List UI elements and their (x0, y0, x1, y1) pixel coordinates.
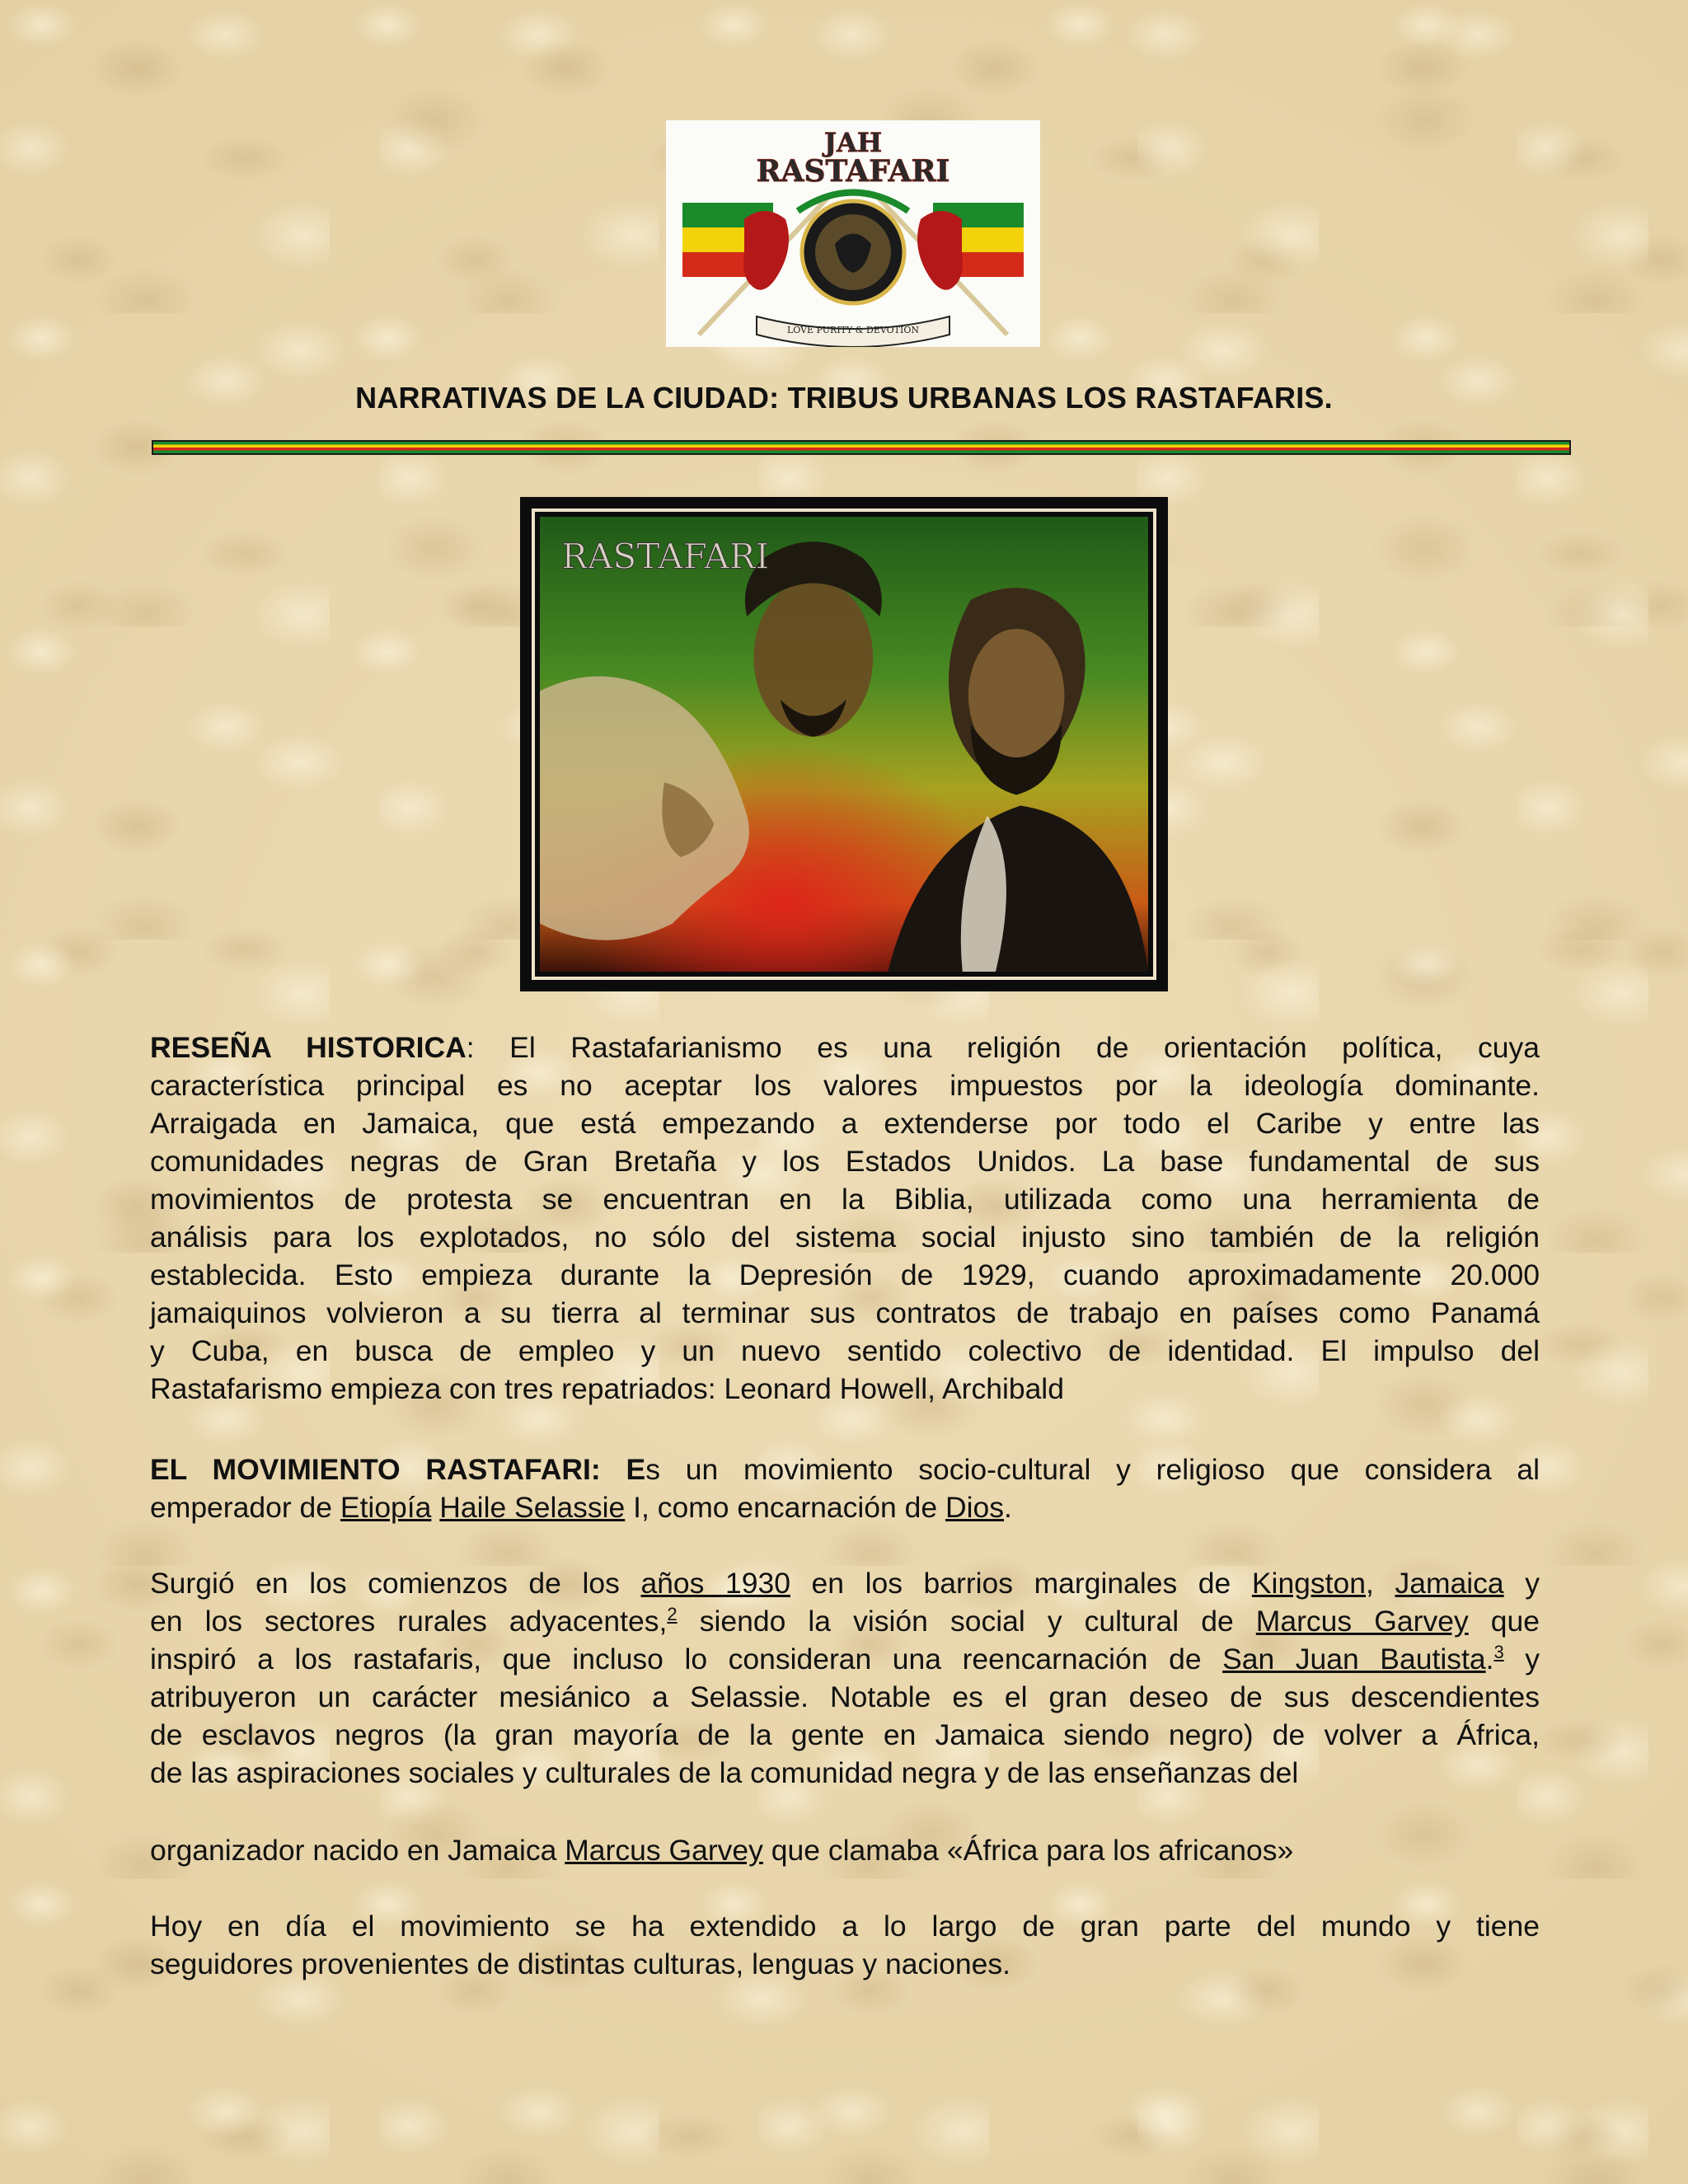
link-dios[interactable]: Dios (945, 1491, 1005, 1524)
text-line: de esclavos negros (la gran mayoría de la gente en Jamaica siendo negro) de volver a África, (150, 1718, 1540, 1751)
rasta-color-divider (152, 440, 1571, 455)
text-line: RESEÑA HISTORICA: El Rastafarianismo es una religión de orientación política, cuya (150, 1031, 1540, 1064)
link-etiopia[interactable]: Etiopía (340, 1491, 432, 1524)
text-line: de las aspiraciones sociales y culturales de la comunidad negra y de las enseñanzas del (150, 1756, 1299, 1789)
text-line: seguidores provenientes de distintas culturas, lenguas y naciones. (150, 1947, 1010, 1980)
organizador-paragraph (150, 1831, 1540, 1869)
text-line: análisis para los explotados, no sólo del sistema social injusto sino también de la religión (150, 1221, 1540, 1254)
link-kingston[interactable]: Kingston (1251, 1567, 1367, 1600)
text-line: movimientos de protesta se encuentran en la Biblia, utilizada como una herramienta de (150, 1183, 1540, 1216)
text-line: comunidades negras de Gran Bretaña y los Estados Unidos. La base fundamental de sus (150, 1145, 1540, 1178)
page-title: NARRATIVAS DE LA CIUDAD: TRIBUS URBANAS LOS RASTAFARIS. (355, 381, 1333, 415)
surgio-paragraph (150, 1564, 1540, 1792)
text-line: atribuyeron un carácter mesiánico a Selassie. Notable es el gran deseo de sus descendientes (150, 1680, 1540, 1713)
link-jamaica[interactable]: Jamaica (1395, 1567, 1504, 1600)
text-line: Surgió en los comienzos de los años 1930 en los barrios marginales de Kingston, Jamaica y (150, 1567, 1540, 1600)
movimiento-paragraph (150, 1451, 1540, 1526)
text-line: y Cuba, en busca de empleo y un nuevo sentido colectivo de identidad. El impulso del (150, 1334, 1540, 1367)
link-marcus-garvey[interactable]: Marcus Garvey (1255, 1605, 1469, 1638)
text-line: EL MOVIMIENTO RASTAFARI: Es un movimiento socio-cultural y religioso que considera al (150, 1453, 1540, 1486)
text-line: Arraigada en Jamaica, que está empezando a extenderse por todo el Caribe y entre las (150, 1107, 1540, 1140)
link-haile-selassie[interactable]: Haile Selassie (439, 1491, 626, 1524)
text-line: emperador de Etiopía Haile Selassie I, como encarnación de Dios. (150, 1491, 1012, 1524)
jah-rastafari-logo (666, 120, 1040, 347)
hoy-paragraph (150, 1907, 1540, 1983)
resena-heading: RESEÑA HISTORICA (150, 1031, 467, 1064)
text-line: Rastafarismo empieza con tres repatriados: Leonard Howell, Archibald (150, 1372, 1064, 1405)
text-line: organizador nacido en Jamaica Marcus Garvey que clamaba «África para los africanos» (150, 1834, 1294, 1867)
text-line: inspiró a los rastafaris, que incluso lo consideran una reencarnación de San Juan Bautista.$^3$ y (150, 1642, 1540, 1675)
svg-text:RASTAFARI: RASTAFARI (756, 154, 950, 189)
rastafari-photo (520, 497, 1168, 991)
footnote-ref-2[interactable]: 2 (667, 1604, 678, 1625)
text-line: característica principal es no aceptar los valores impuestos por la ideología dominante. (150, 1069, 1540, 1102)
text-line: jamaiquinos volvieron a su tierra al terminar sus contratos de trabajo en países como Panamá (150, 1296, 1540, 1329)
text-line: establecida. Esto empieza durante la Depresión de 1929, cuando aproximadamente 20.000 (150, 1258, 1540, 1291)
text-line: Hoy en día el movimiento se ha extendido a lo largo de gran parte del mundo y tiene (150, 1910, 1540, 1943)
link-san-juan-bautista[interactable]: San Juan Bautista (1222, 1643, 1486, 1675)
text-line: en los sectores rurales adyacentes,$^2$ siendo la visión social y cultural de Marcus Garvey que (150, 1604, 1540, 1638)
movimiento-heading: EL MOVIMIENTO RASTAFARI: E (150, 1453, 646, 1486)
svg-text:LOVE PURITY & DEVOTION: LOVE PURITY & DEVOTION (786, 325, 920, 335)
svg-text:RASTAFARI: RASTAFARI (561, 536, 770, 577)
footnote-ref-3[interactable]: 3 (1493, 1642, 1504, 1663)
link-anos-1930[interactable]: años 1930 (640, 1567, 790, 1600)
resena-historica-paragraph (150, 1029, 1540, 1408)
svg-text:JAH: JAH (823, 127, 883, 158)
link-marcus-garvey-2[interactable]: Marcus Garvey (565, 1834, 763, 1867)
